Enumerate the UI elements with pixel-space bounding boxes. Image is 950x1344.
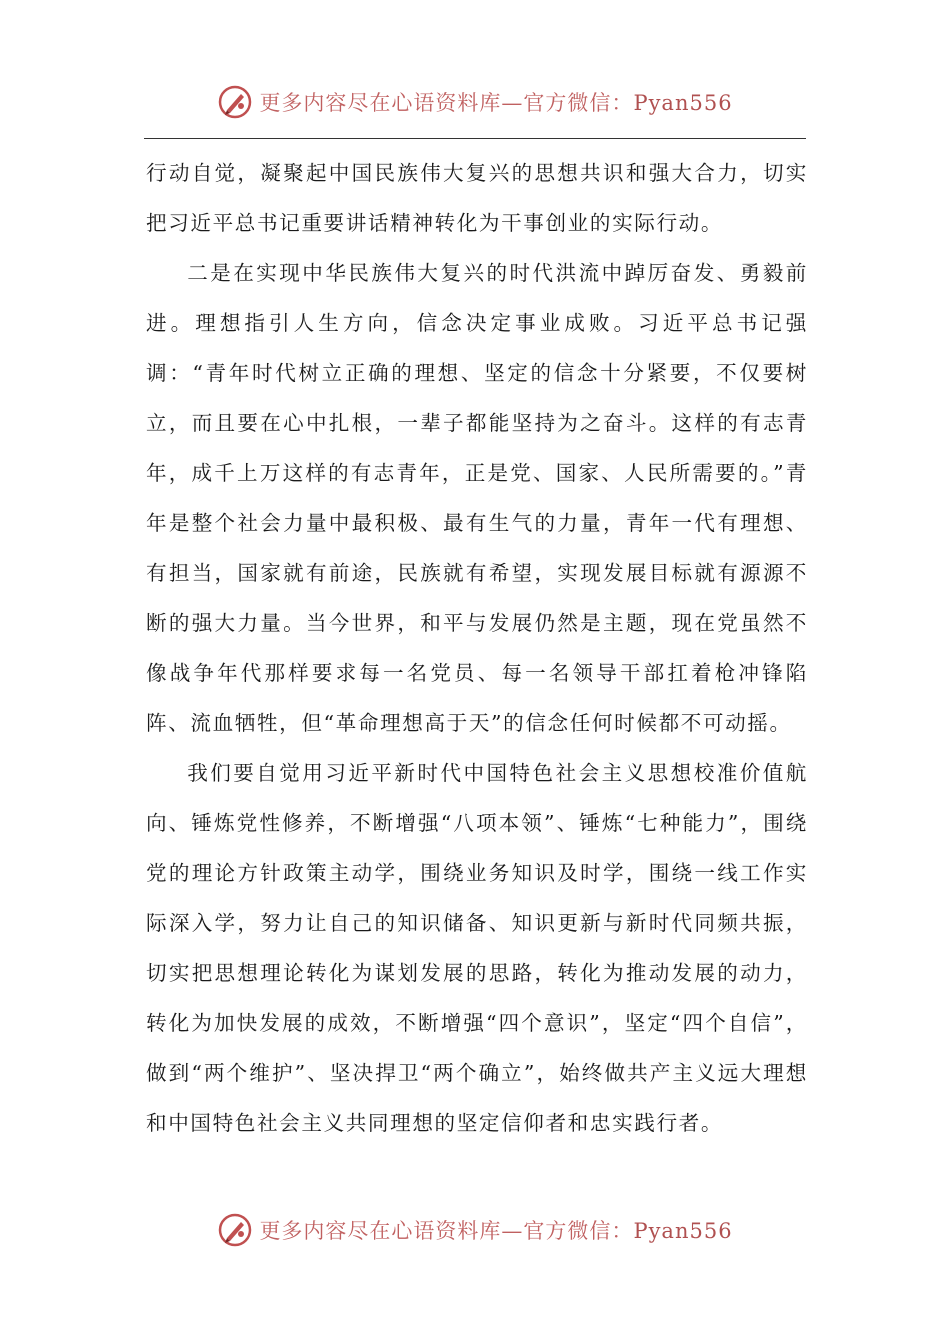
paragraph-2: 二是在实现中华民族伟大复兴的时代洪流中踔厉奋发、勇毅前进。理想指引人生方向，信念决定事业成败。习近平总书记强调：“青年时代树立正确的理想、坚定的信念十分紧要，不仅要树立，而且要在心中扎根，一辈子都能坚持为之奋斗。这样的有志青年，成千上万这样的有志青年，正是党、国家、人民所需要的。”青年是整个社会力量中最积极、最有生气的力量，青年一代有理想、有担当，国家就有前途，民族就有希望，实现发展目标就有源源不断的强大力量。当今世界，和平与发展仍然是主题，现在党虽然不像战争年代那样要求每一名党员、每一名领导干部扛着枪冲锋陷阵、流血牺牲，但“革命理想高于天”的信念任何时候都不可动摇。 xyxy=(146,261,808,735)
document-body xyxy=(146,148,808,1148)
footer-wechat-id: Pyan556 xyxy=(633,1219,733,1243)
footer-banner-text: 更多内容尽在心语资料库—官方微信：Pyan556 xyxy=(259,1219,733,1243)
paragraph-3: 我们要自觉用习近平新时代中国特色社会主义思想校准价值航向、锤炼党性修养，不断增强“八项本领”、锤炼“七种能力”，围绕党的理论方针政策主动学，围绕业务知识及时学，围绕一线工作实际深入学，努力让自己的知识储备、知识更新与新时代同频共振，切实把思想理论转化为谋划发展的思路，转化为推动发展的动力，转化为加快发展的成效，不断增强“四个意识”，坚定“四个自信”，做到“两个维护”、坚决捍卫“两个确立”，始终做共产主义远大理想和中国特色社会主义共同理想的坚定信仰者和忠实践行者。 xyxy=(146,761,808,1135)
pen-logo-icon xyxy=(217,84,253,120)
header-banner xyxy=(0,80,950,124)
pen-logo-icon xyxy=(217,1212,253,1248)
footer-banner xyxy=(0,1208,950,1252)
header-divider xyxy=(144,138,806,139)
paragraph-1: 行动自觉，凝聚起中国民族伟大复兴的思想共识和强大合力，切实把习近平总书记重要讲话精神转化为干事创业的实际行动。 xyxy=(146,161,808,235)
header-wechat-id: Pyan556 xyxy=(633,91,733,115)
header-banner-text: 更多内容尽在心语资料库—官方微信：Pyan556 xyxy=(259,91,733,115)
